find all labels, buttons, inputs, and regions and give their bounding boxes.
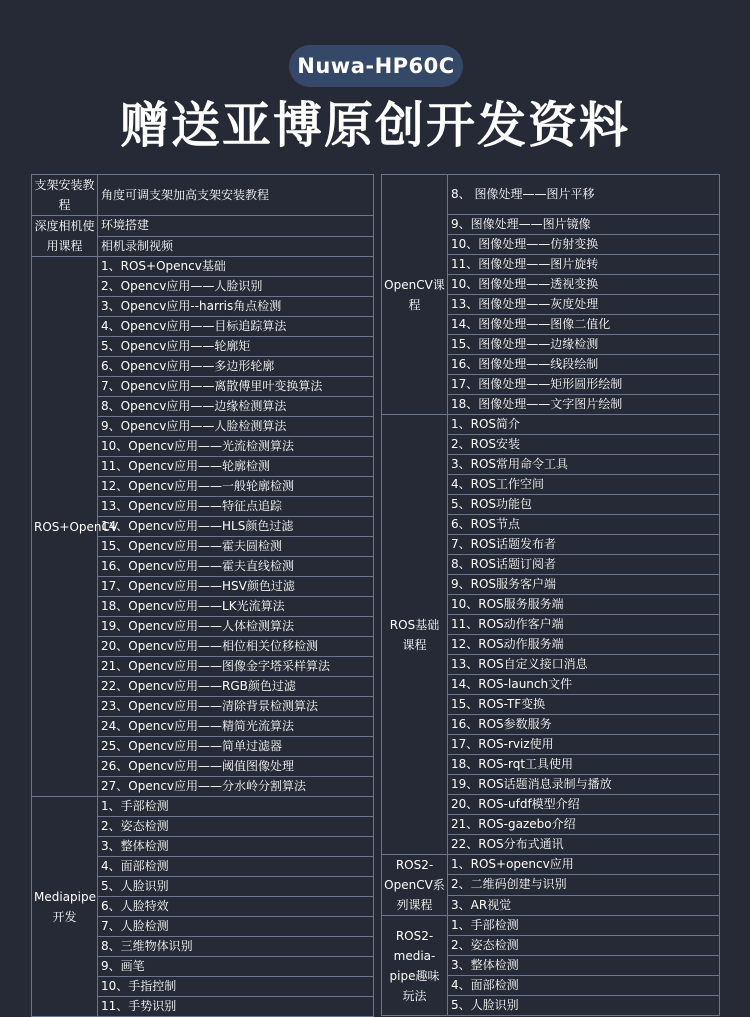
course-item: 3、整体检测	[448, 956, 720, 976]
course-item: 2、Opencv应用——人脸识别	[98, 277, 374, 297]
course-item: 16、Opencv应用——霍夫直线检测	[98, 557, 374, 577]
course-table-left	[31, 174, 374, 1017]
course-item: 18、Opencv应用——LK光流算法	[98, 597, 374, 617]
table-row	[382, 415, 720, 435]
course-item: 19、Opencv应用——人体检测算法	[98, 617, 374, 637]
course-item: 13、Opencv应用——特征点追踪	[98, 497, 374, 517]
course-item: 23、Opencv应用——清除背景检测算法	[98, 697, 374, 717]
course-group-label: ROS基础课程	[382, 415, 448, 855]
course-group-label: Mediapipe开发	[32, 797, 98, 1017]
course-item: 15、Opencv应用——霍夫圆检测	[98, 537, 374, 557]
course-item: 5、人脸识别	[448, 996, 720, 1016]
course-item: 3、AR视觉	[448, 895, 720, 915]
course-item: 2、姿态检测	[98, 817, 374, 837]
course-item: 3、Opencv应用--harris角点检测	[98, 297, 374, 317]
product-badge: Nuwa-HP60C	[289, 45, 463, 87]
course-item: 17、图像处理——矩形圆形绘制	[448, 375, 720, 395]
course-item: 7、人脸检测	[98, 917, 374, 937]
course-group-label: 深度相机使用课程	[32, 216, 98, 257]
course-item: 10、图像处理——透视变换	[448, 275, 720, 295]
table-row	[382, 855, 720, 875]
course-item: 11、ROS动作客户端	[448, 615, 720, 635]
course-item: 9、ROS服务客户端	[448, 575, 720, 595]
page-title: 赠送亚博原创开发资料	[119, 97, 630, 154]
course-item: 10、图像处理——仿射变换	[448, 235, 720, 255]
course-item: 26、Opencv应用——阈值图像处理	[98, 757, 374, 777]
table-row	[32, 175, 374, 216]
course-group-label: ROS+OpenCV	[32, 257, 98, 797]
course-item: 3、ROS常用命令工具	[448, 455, 720, 475]
course-item: 8、Opencv应用——边缘检测算法	[98, 397, 374, 417]
course-item: 21、ROS-gazebo介绍	[448, 815, 720, 835]
course-item: 4、Opencv应用——目标追踪算法	[98, 317, 374, 337]
course-item: 13、ROS自定义接口消息	[448, 655, 720, 675]
course-item: 1、手部检测	[448, 916, 720, 936]
course-item: 17、ROS-rviz使用	[448, 735, 720, 755]
table-row	[382, 175, 720, 215]
course-item: 4、ROS工作空间	[448, 475, 720, 495]
course-item: 14、图像处理——图像二值化	[448, 315, 720, 335]
course-item: 21、Opencv应用——图像金字塔采样算法	[98, 657, 374, 677]
course-group-label: OpenCV课程	[382, 175, 448, 415]
course-group-label: ROS2-OpenCV系列课程	[382, 855, 448, 916]
course-item: 9、画笔	[98, 957, 374, 977]
course-item: 8、ROS话题订阅者	[448, 555, 720, 575]
course-item: 8、三维物体识别	[98, 937, 374, 957]
course-item: 11、Opencv应用——轮廓检测	[98, 457, 374, 477]
course-item: 11、图像处理——图片旋转	[448, 255, 720, 275]
course-item: 25、Opencv应用——简单过滤器	[98, 737, 374, 757]
course-item: 22、ROS分布式通讯	[448, 835, 720, 855]
course-item: 6、ROS节点	[448, 515, 720, 535]
course-item: 1、ROS简介	[448, 415, 720, 435]
course-item: 相机录制视频	[98, 236, 374, 257]
course-item: 8、 图像处理——图片平移	[448, 175, 720, 215]
course-item: 11、手势识别	[98, 997, 374, 1017]
course-item: 1、手部检测	[98, 797, 374, 817]
table-row	[32, 257, 374, 277]
course-table-right	[381, 174, 720, 1016]
course-item: 18、ROS-rqt工具使用	[448, 755, 720, 775]
course-item: 20、ROS-ufdf模型介绍	[448, 795, 720, 815]
course-item: 1、ROS+Opencv基础	[98, 257, 374, 277]
course-item: 2、ROS安装	[448, 435, 720, 455]
course-item: 27、Opencv应用——分水岭分割算法	[98, 777, 374, 797]
course-item: 24、Opencv应用——精简光流算法	[98, 717, 374, 737]
course-item: 5、人脸识别	[98, 877, 374, 897]
course-item: 19、ROS话题消息录制与播放	[448, 775, 720, 795]
course-group-label: ROS2-media-pipe趣味玩法	[382, 916, 448, 1016]
course-item: 18、图像处理——文字图片绘制	[448, 395, 720, 415]
table-row	[32, 216, 374, 237]
course-item: 12、Opencv应用——一般轮廓检测	[98, 477, 374, 497]
course-item: 13、图像处理——灰度处理	[448, 295, 720, 315]
course-item: 9、Opencv应用——人脸检测算法	[98, 417, 374, 437]
course-item: 14、ROS-launch文件	[448, 675, 720, 695]
course-item: 7、Opencv应用——离散傅里叶变换算法	[98, 377, 374, 397]
course-item: 22、Opencv应用——RGB颜色过滤	[98, 677, 374, 697]
table-row	[382, 916, 720, 936]
course-item: 10、手指控制	[98, 977, 374, 997]
course-item: 4、面部检测	[448, 976, 720, 996]
course-item: 10、Opencv应用——光流检测算法	[98, 437, 374, 457]
course-item: 6、人脸特效	[98, 897, 374, 917]
course-item: 角度可调支架加高支架安装教程	[98, 175, 374, 216]
table-row	[32, 797, 374, 817]
course-item: 7、ROS话题发布者	[448, 535, 720, 555]
course-item: 6、Opencv应用——多边形轮廓	[98, 357, 374, 377]
course-item: 14、Opencv应用——HLS颜色过滤	[98, 517, 374, 537]
course-item: 12、ROS动作服务端	[448, 635, 720, 655]
course-item: 2、二维码创建与识别	[448, 875, 720, 895]
course-item: 9、图像处理——图片镜像	[448, 215, 720, 235]
course-item: 15、ROS-TF变换	[448, 695, 720, 715]
course-item: 16、图像处理——线段绘制	[448, 355, 720, 375]
course-item: 2、姿态检测	[448, 936, 720, 956]
course-item: 15、图像处理——边缘检测	[448, 335, 720, 355]
course-item: 20、Opencv应用——相位相关位移检测	[98, 637, 374, 657]
course-item: 16、ROS参数服务	[448, 715, 720, 735]
course-item: 10、ROS服务服务端	[448, 595, 720, 615]
course-item: 17、Opencv应用——HSV颜色过滤	[98, 577, 374, 597]
course-item: 4、面部检测	[98, 857, 374, 877]
course-item: 5、Opencv应用——轮廓矩	[98, 337, 374, 357]
course-item: 环境搭建	[98, 216, 374, 237]
course-group-label: 支架安装教程	[32, 175, 98, 216]
course-item: 1、ROS+opencv应用	[448, 855, 720, 875]
course-item: 5、ROS功能包	[448, 495, 720, 515]
course-item: 3、整体检测	[98, 837, 374, 857]
